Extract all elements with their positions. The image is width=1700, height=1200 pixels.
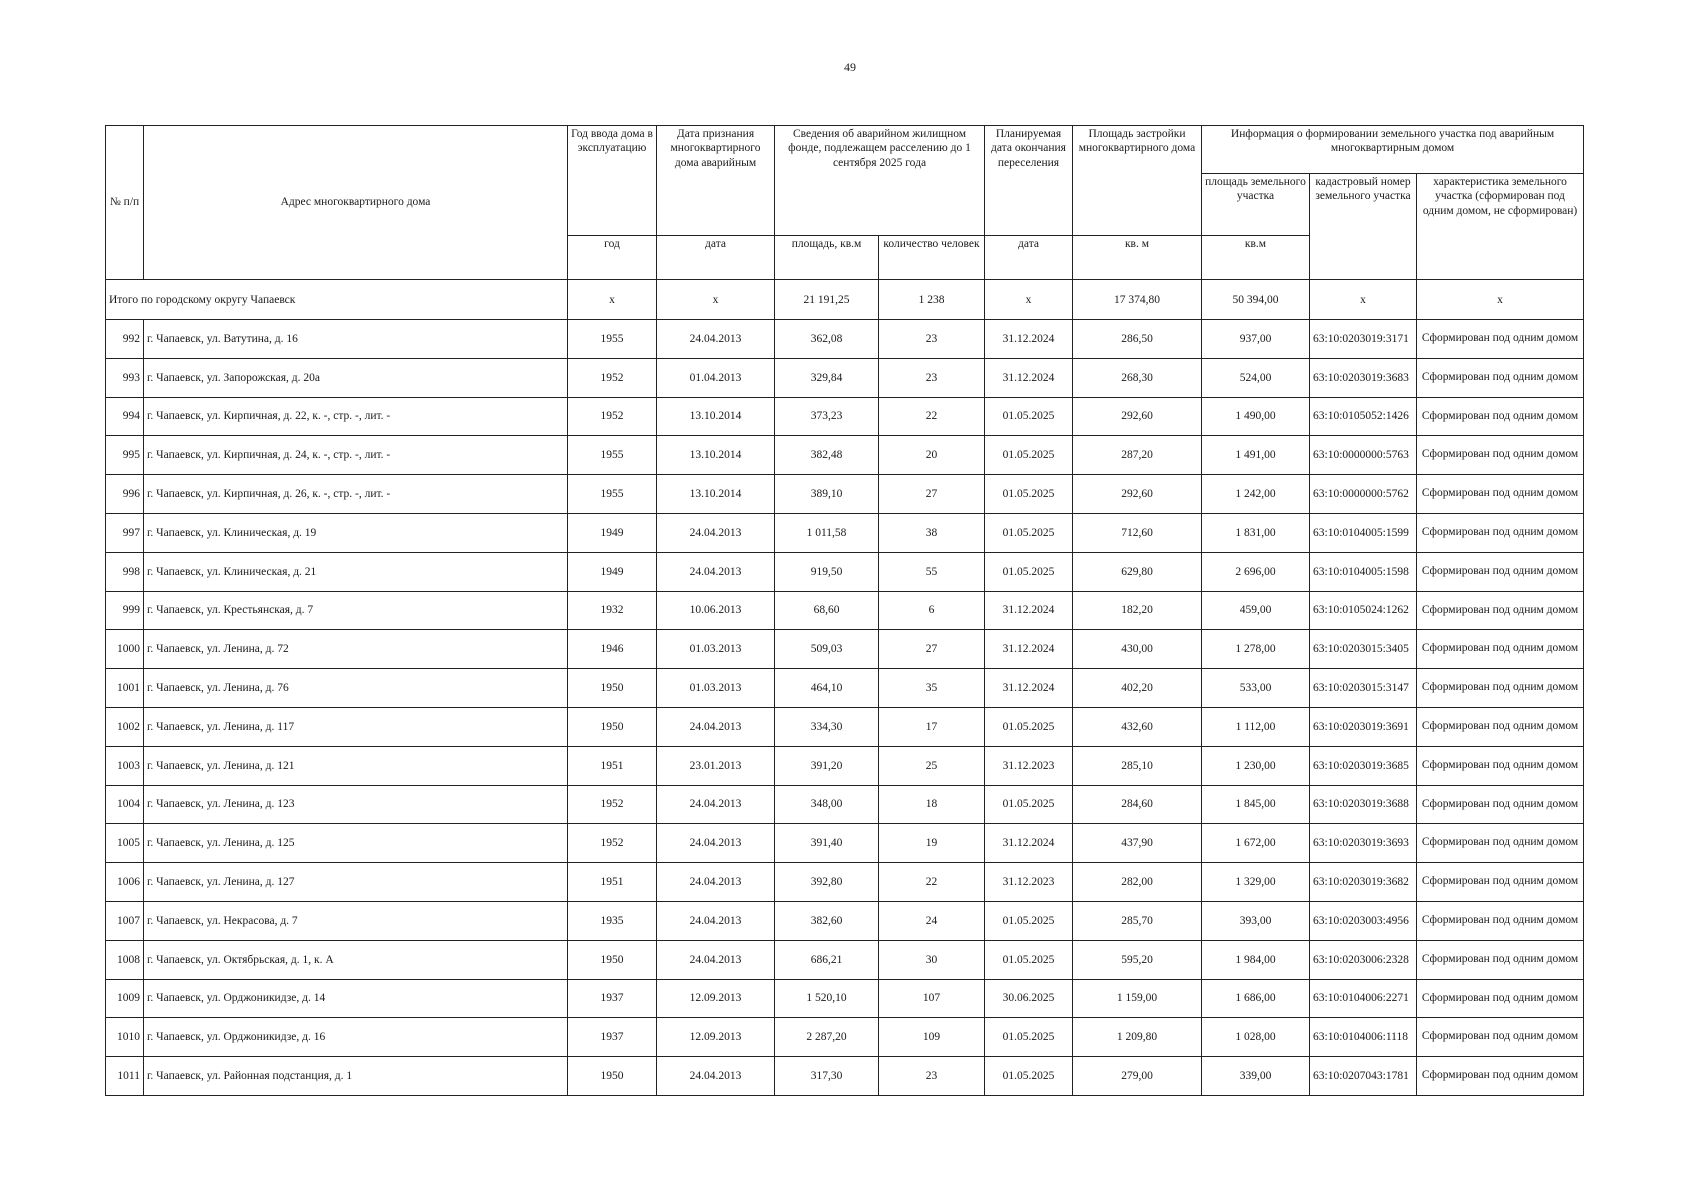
cell-people: 20 [879,436,985,475]
header-built-area: Площадь застройки многоквартирного дома [1073,126,1202,236]
cell-year: 1949 [568,552,657,591]
cell-num: 999 [106,591,144,630]
cell-people: 6 [879,591,985,630]
cell-address: г. Чапаевск, ул. Кирпичная, д. 24, к. -, стр. -, лит. - [144,436,568,475]
cell-date: 24.04.2013 [657,1057,775,1096]
cell-address: г. Чапаевск, ул. Ватутина, д. 16 [144,320,568,359]
cell-address: г. Чапаевск, ул. Ленина, д. 72 [144,630,568,669]
header-num: № п/п [106,126,144,280]
cell-land-char: Сформирован под одним домом [1417,707,1584,746]
cell-land-char: Сформирован под одним домом [1417,591,1584,630]
table-row [106,979,1584,1018]
cell-address: г. Чапаевск, ул. Кирпичная, д. 26, к. -, стр. -, лит. - [144,475,568,514]
cell-built-area: 432,60 [1073,707,1202,746]
cell-end-date: 31.12.2023 [985,863,1073,902]
cell-land-char: Сформирован под одним домом [1417,513,1584,552]
cell-cadastral: 63:10:0000000:5762 [1310,475,1417,514]
table-row [106,785,1584,824]
cell-address: г. Чапаевск, ул. Запорожская, д. 20а [144,358,568,397]
cell-land-area: 459,00 [1202,591,1310,630]
cell-land-char: Сформирован под одним домом [1417,436,1584,475]
cell-land-area: 1 329,00 [1202,863,1310,902]
cell-land-area: 393,00 [1202,901,1310,940]
cell-people: 18 [879,785,985,824]
header-planned-end: Планируемая дата окончания переселения [985,126,1073,236]
cell-end-date: 01.05.2025 [985,785,1073,824]
cell-num: 994 [106,397,144,436]
cell-people: 19 [879,824,985,863]
cell-address: г. Чапаевск, ул. Октябрьская, д. 1, к. А [144,940,568,979]
cell-cadastral: 63:10:0104006:1118 [1310,1018,1417,1057]
cell-year: 1950 [568,669,657,708]
cell-end-date: 01.05.2025 [985,475,1073,514]
cell-people: 23 [879,1057,985,1096]
cell-land-area: 1 845,00 [1202,785,1310,824]
cell-land-char: Сформирован под одним домом [1417,552,1584,591]
cell-land-area: 1 686,00 [1202,979,1310,1018]
cell-area: 382,60 [775,901,879,940]
header-address: Адрес многоквартирного дома [144,126,568,280]
cell-area: 686,21 [775,940,879,979]
cell-date: 12.09.2013 [657,979,775,1018]
table-row [106,436,1584,475]
table-row [106,397,1584,436]
table-row [106,669,1584,708]
cell-cadastral: 63:10:0000000:5763 [1310,436,1417,475]
cell-date: 23.01.2013 [657,746,775,785]
cell-land-char: Сформирован под одним домом [1417,940,1584,979]
cell-num: 1008 [106,940,144,979]
total-row [106,280,1584,320]
total-cadastral: x [1310,280,1417,320]
cell-land-area: 1 230,00 [1202,746,1310,785]
table-row [106,591,1584,630]
cell-cadastral: 63:10:0203019:3693 [1310,824,1417,863]
cell-date: 12.09.2013 [657,1018,775,1057]
cell-num: 1003 [106,746,144,785]
cell-address: г. Чапаевск, ул. Ленина, д. 123 [144,785,568,824]
cell-built-area: 437,90 [1073,824,1202,863]
cell-end-date: 30.06.2025 [985,979,1073,1018]
cell-built-area: 287,20 [1073,436,1202,475]
cell-end-date: 01.05.2025 [985,513,1073,552]
cell-address: г. Чапаевск, ул. Ленина, д. 117 [144,707,568,746]
cell-num: 1009 [106,979,144,1018]
cell-area: 382,48 [775,436,879,475]
table-row [106,824,1584,863]
cell-num: 996 [106,475,144,514]
cell-area: 348,00 [775,785,879,824]
cell-land-area: 2 696,00 [1202,552,1310,591]
cell-cadastral: 63:10:0203019:3171 [1310,320,1417,359]
cell-built-area: 402,20 [1073,669,1202,708]
cell-area: 334,30 [775,707,879,746]
cell-end-date: 31.12.2024 [985,824,1073,863]
cell-land-char: Сформирован под одним домом [1417,320,1584,359]
table-row [106,940,1584,979]
cell-area: 509,03 [775,630,879,669]
unit-date: дата [657,236,775,280]
cell-num: 1001 [106,669,144,708]
cell-year: 1955 [568,436,657,475]
emergency-housing-table [105,125,1584,1096]
cell-num: 1010 [106,1018,144,1057]
table-row [106,630,1584,669]
cell-land-area: 1 672,00 [1202,824,1310,863]
unit-people: количество человек [879,236,985,280]
cell-year: 1946 [568,630,657,669]
cell-num: 998 [106,552,144,591]
table-row [106,901,1584,940]
unit-end-date: дата [985,236,1073,280]
cell-built-area: 284,60 [1073,785,1202,824]
cell-area: 362,08 [775,320,879,359]
cell-land-area: 1 028,00 [1202,1018,1310,1057]
cell-address: г. Чапаевск, ул. Ленина, д. 121 [144,746,568,785]
total-area: 21 191,25 [775,280,879,320]
total-people: 1 238 [879,280,985,320]
cell-area: 68,60 [775,591,879,630]
cell-address: г. Чапаевск, ул. Ленина, д. 125 [144,824,568,863]
table-row [106,552,1584,591]
cell-year: 1951 [568,746,657,785]
cell-end-date: 31.12.2024 [985,591,1073,630]
cell-area: 329,84 [775,358,879,397]
cell-year: 1955 [568,320,657,359]
table-row [106,863,1584,902]
cell-num: 1011 [106,1057,144,1096]
cell-people: 109 [879,1018,985,1057]
cell-date: 24.04.2013 [657,940,775,979]
cell-date: 24.04.2013 [657,785,775,824]
cell-end-date: 01.05.2025 [985,940,1073,979]
cell-people: 25 [879,746,985,785]
total-char: x [1417,280,1584,320]
cell-land-area: 524,00 [1202,358,1310,397]
cell-address: г. Чапаевск, ул. Ленина, д. 127 [144,863,568,902]
cell-area: 2 287,20 [775,1018,879,1057]
cell-people: 107 [879,979,985,1018]
cell-end-date: 01.05.2025 [985,901,1073,940]
cell-date: 24.04.2013 [657,824,775,863]
cell-built-area: 1 159,00 [1073,979,1202,1018]
cell-end-date: 01.05.2025 [985,1018,1073,1057]
cell-end-date: 31.12.2024 [985,630,1073,669]
cell-cadastral: 63:10:0203003:4956 [1310,901,1417,940]
cell-cadastral: 63:10:0203019:3685 [1310,746,1417,785]
cell-people: 55 [879,552,985,591]
cell-num: 995 [106,436,144,475]
cell-year: 1951 [568,863,657,902]
cell-land-area: 1 491,00 [1202,436,1310,475]
cell-land-char: Сформирован под одним домом [1417,863,1584,902]
cell-built-area: 712,60 [1073,513,1202,552]
cell-num: 1007 [106,901,144,940]
cell-land-char: Сформирован под одним домом [1417,669,1584,708]
cell-land-char: Сформирован под одним домом [1417,475,1584,514]
cell-cadastral: 63:10:0104006:2271 [1310,979,1417,1018]
cell-area: 1 520,10 [775,979,879,1018]
cell-area: 392,80 [775,863,879,902]
cell-built-area: 268,30 [1073,358,1202,397]
cell-land-area: 1 242,00 [1202,475,1310,514]
table-row [106,320,1584,359]
cell-year: 1935 [568,901,657,940]
cell-built-area: 1 209,80 [1073,1018,1202,1057]
cell-address: г. Чапаевск, ул. Районная подстанция, д. 1 [144,1057,568,1096]
cell-people: 24 [879,901,985,940]
cell-year: 1937 [568,979,657,1018]
unit-area: площадь, кв.м [775,236,879,280]
cell-date: 13.10.2014 [657,436,775,475]
cell-built-area: 286,50 [1073,320,1202,359]
cell-land-char: Сформирован под одним домом [1417,630,1584,669]
cell-built-area: 595,20 [1073,940,1202,979]
cell-date: 24.04.2013 [657,320,775,359]
cell-year: 1950 [568,940,657,979]
cell-num: 997 [106,513,144,552]
cell-land-area: 1 112,00 [1202,707,1310,746]
total-land: 50 394,00 [1202,280,1310,320]
cell-year: 1949 [568,513,657,552]
cell-cadastral: 63:10:0203019:3691 [1310,707,1417,746]
cell-year: 1937 [568,1018,657,1057]
cell-end-date: 01.05.2025 [985,552,1073,591]
cell-year: 1950 [568,1057,657,1096]
cell-end-date: 31.12.2024 [985,358,1073,397]
cell-address: г. Чапаевск, ул. Крестьянская, д. 7 [144,591,568,630]
cell-end-date: 31.12.2023 [985,746,1073,785]
cell-land-area: 1 490,00 [1202,397,1310,436]
cell-people: 38 [879,513,985,552]
cell-built-area: 629,80 [1073,552,1202,591]
cell-num: 1000 [106,630,144,669]
cell-date: 24.04.2013 [657,863,775,902]
cell-land-area: 937,00 [1202,320,1310,359]
cell-cadastral: 63:10:0203015:3147 [1310,669,1417,708]
cell-land-char: Сформирован под одним домом [1417,358,1584,397]
cell-land-area: 1 278,00 [1202,630,1310,669]
unit-built-sqm: кв. м [1073,236,1202,280]
cell-land-char: Сформирован под одним домом [1417,397,1584,436]
header-recognition-date: Дата признания многоквартирного дома аварийным [657,126,775,236]
cell-built-area: 182,20 [1073,591,1202,630]
cell-date: 13.10.2014 [657,397,775,436]
cell-end-date: 01.05.2025 [985,436,1073,475]
cell-address: г. Чапаевск, ул. Клиническая, д. 21 [144,552,568,591]
page-number: 49 [844,60,856,74]
cell-people: 17 [879,707,985,746]
cell-date: 24.04.2013 [657,513,775,552]
cell-land-char: Сформирован под одним домом [1417,785,1584,824]
cell-cadastral: 63:10:0105024:1262 [1310,591,1417,630]
table-row [106,1018,1584,1057]
cell-num: 1006 [106,863,144,902]
cell-num: 993 [106,358,144,397]
cell-num: 992 [106,320,144,359]
table-row [106,746,1584,785]
cell-land-area: 1 831,00 [1202,513,1310,552]
cell-built-area: 430,00 [1073,630,1202,669]
cell-year: 1952 [568,358,657,397]
cell-land-char: Сформирован под одним домом [1417,746,1584,785]
cell-date: 24.04.2013 [657,552,775,591]
header-land-area: площадь земельного участка [1202,174,1310,236]
cell-land-area: 339,00 [1202,1057,1310,1096]
cell-end-date: 31.12.2024 [985,669,1073,708]
cell-people: 27 [879,475,985,514]
cell-year: 1952 [568,824,657,863]
unit-year: год [568,236,657,280]
cell-land-char: Сформирован под одним домом [1417,979,1584,1018]
cell-address: г. Чапаевск, ул. Орджоникидзе, д. 16 [144,1018,568,1057]
cell-date: 10.06.2013 [657,591,775,630]
cell-address: г. Чапаевск, ул. Кирпичная, д. 22, к. -, стр. -, лит. - [144,397,568,436]
cell-area: 1 011,58 [775,513,879,552]
cell-people: 22 [879,397,985,436]
cell-land-char: Сформирован под одним домом [1417,824,1584,863]
cell-land-area: 533,00 [1202,669,1310,708]
header-land-char: характеристика земельного участка (сформирован под одним домом, не сформирован) [1417,174,1584,280]
total-label: Итого по городскому округу Чапаевск [106,280,568,320]
cell-year: 1952 [568,785,657,824]
cell-area: 389,10 [775,475,879,514]
cell-built-area: 292,60 [1073,475,1202,514]
table-row [106,358,1584,397]
cell-year: 1932 [568,591,657,630]
cell-built-area: 282,00 [1073,863,1202,902]
cell-cadastral: 63:10:0203015:3405 [1310,630,1417,669]
cell-cadastral: 63:10:0104005:1599 [1310,513,1417,552]
cell-address: г. Чапаевск, ул. Орджоникидзе, д. 14 [144,979,568,1018]
cell-cadastral: 63:10:0105052:1426 [1310,397,1417,436]
cell-end-date: 01.05.2025 [985,707,1073,746]
table-row [106,513,1584,552]
cell-land-area: 1 984,00 [1202,940,1310,979]
table-row [106,475,1584,514]
unit-land-sqm: кв.м [1202,236,1310,280]
cell-people: 35 [879,669,985,708]
cell-date: 13.10.2014 [657,475,775,514]
header-land-info: Информация о формировании земельного участка под аварийным многоквартирным домом [1202,126,1584,174]
cell-built-area: 285,70 [1073,901,1202,940]
cell-cadastral: 63:10:0203019:3683 [1310,358,1417,397]
cell-people: 22 [879,863,985,902]
cell-date: 24.04.2013 [657,707,775,746]
cell-area: 464,10 [775,669,879,708]
cell-cadastral: 63:10:0203019:3688 [1310,785,1417,824]
cell-cadastral: 63:10:0207043:1781 [1310,1057,1417,1096]
cell-end-date: 01.05.2025 [985,1057,1073,1096]
total-date: x [657,280,775,320]
cell-num: 1005 [106,824,144,863]
header-cadastral: кадастровый номер земельного участка [1310,174,1417,280]
cell-date: 01.04.2013 [657,358,775,397]
cell-address: г. Чапаевск, ул. Некрасова, д. 7 [144,901,568,940]
cell-end-date: 01.05.2025 [985,397,1073,436]
cell-people: 23 [879,320,985,359]
total-year: x [568,280,657,320]
cell-num: 1002 [106,707,144,746]
cell-area: 391,40 [775,824,879,863]
cell-year: 1950 [568,707,657,746]
cell-address: г. Чапаевск, ул. Клиническая, д. 19 [144,513,568,552]
cell-land-char: Сформирован под одним домом [1417,1057,1584,1096]
cell-land-char: Сформирован под одним домом [1417,1018,1584,1057]
cell-cadastral: 63:10:0104005:1598 [1310,552,1417,591]
header-fund-info: Сведения об аварийном жилищном фонде, подлежащем расселению до 1 сентября 2025 года [775,126,985,236]
table-row [106,1057,1584,1096]
cell-cadastral: 63:10:0203006:2328 [1310,940,1417,979]
cell-date: 01.03.2013 [657,630,775,669]
cell-end-date: 31.12.2024 [985,320,1073,359]
cell-land-char: Сформирован под одним домом [1417,901,1584,940]
table-row [106,707,1584,746]
cell-area: 391,20 [775,746,879,785]
cell-date: 01.03.2013 [657,669,775,708]
cell-area: 373,23 [775,397,879,436]
cell-people: 23 [879,358,985,397]
cell-address: г. Чапаевск, ул. Ленина, д. 76 [144,669,568,708]
total-built: 17 374,80 [1073,280,1202,320]
cell-date: 24.04.2013 [657,901,775,940]
cell-built-area: 292,60 [1073,397,1202,436]
cell-num: 1004 [106,785,144,824]
total-end: x [985,280,1073,320]
cell-built-area: 279,00 [1073,1057,1202,1096]
cell-people: 27 [879,630,985,669]
cell-cadastral: 63:10:0203019:3682 [1310,863,1417,902]
cell-area: 317,30 [775,1057,879,1096]
cell-built-area: 285,10 [1073,746,1202,785]
header-year-built: Год ввода дома в эксплуатацию [568,126,657,236]
cell-year: 1952 [568,397,657,436]
cell-area: 919,50 [775,552,879,591]
cell-people: 30 [879,940,985,979]
cell-year: 1955 [568,475,657,514]
